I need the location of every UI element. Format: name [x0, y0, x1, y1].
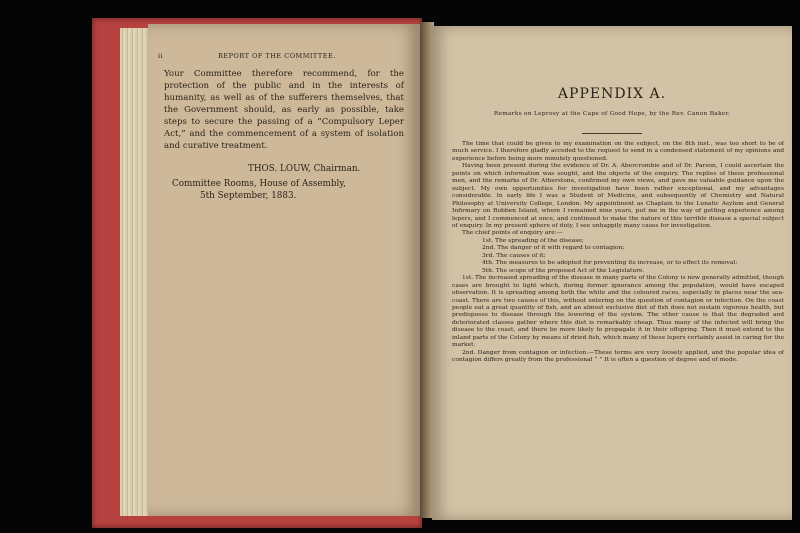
- recommendation-paragraph: Your Committee therefore recommend, for the protection of the public and in the interests of humanity, as well as of the sufferers themselves, that the Government should, as early as possible, take steps to secure the passing of a “Compulsory Leper Act,” and the commencement of a system of isolation and curative treatment.: [164, 69, 404, 151]
- paragraph: 2nd. Danger from contagion or infection.—These terms are very loosely applied, and the popular idea of contagion differs greatly from the professional “ ” It is often a question of degree and of mode.: [452, 348, 784, 364]
- divider: [582, 133, 642, 134]
- place-date: [172, 178, 346, 202]
- list-item: 3rd. The causes of it;: [482, 251, 546, 259]
- left-page: [148, 24, 420, 516]
- list-item: 2nd. The danger of it with regard to contagion;: [482, 244, 625, 252]
- paragraph: The chief points of enquiry are:—: [462, 229, 563, 237]
- paragraph: Having been present during the evidence of Dr. A. Abercrombie and of Dr. Parson, I could ascertain the points on which information was sought, and the objects of the enquiry. The replies of these professional men, and the remarks of Dr. Atherstone, confirmed my own views, and gave me valuable guidance upon the subject. My own opportunities for investigation have been rather exceptional, and my advantages considerable. In early life I was a Student of Medicine, and subsequently of Chemistry and Natural Philosophy at University College, London. My appointment as Chaplain to the Lunatic Asylum and General Infirmary on Robben Island, where I remained nine years, put me in the way of getting experience among lepers, and I commenced at once, and continued to make the nature of this terrible disease a special subject of enquiry. In my present sphere of duty, I see unhappily many cases for investigation.: [452, 162, 784, 229]
- appendix-heading: APPENDIX A.: [557, 86, 667, 102]
- running-head-title: REPORT OF THE COMMITTEE.: [218, 52, 336, 60]
- page-number: ii: [158, 52, 164, 60]
- list-item: 5th. The scope of the proposed Act of the Legislature.: [482, 266, 645, 274]
- list-item: 1st. The spreading of the disease;: [482, 236, 584, 244]
- appendix-subheading: Remarks on Leprosy at the Cape of Good Hope, by the Rev. Canon Baker.: [493, 111, 731, 117]
- paragraph: 1st. The increased spreading of the disease in many parts of the Colony is now generally admitted, though cases are brought to light which, during former ignorance among the population, would have escaped observation. It is spreading among both the white and the coloured races, especially in places near the sea-coast. There are two causes of this, without entering on the question of contagion or infection. On the coast people eat a great quantity of fish, and an almost exclusive diet of fish does not sustain vigorous health, but predisposes to disease through the lowering of the system. The other cause is that the degraded and deteriorated classes gather where this diet is remarkably cheap. Thus many of the infected will bring the disease to the coast, and there be more likely to propagate it in their offspring. Then it must extend to the inland parts of the Colony by means of dried fish, which many of these lepers certainly assist in caring for the market.: [452, 274, 784, 349]
- place-line: Committee Rooms, House of Assembly,: [172, 179, 346, 189]
- paragraph: The time that could be given to my examination on the subject, on the 8th inst., was too short to be of much service. I therefore gladly acceded to the request to send in a condensed statement of my opinions and experience before being more minutely questioned.: [452, 140, 784, 162]
- appendix-body: [452, 140, 784, 364]
- date-line: 5th September, 1883.: [200, 191, 297, 201]
- chairman-signature: THOS. LOUW, Chairman.: [248, 164, 361, 174]
- right-page: [432, 26, 792, 520]
- list-item: 4th. The measures to be adopted for preventing its increase, or to effect its removal;: [482, 259, 738, 267]
- enquiry-points-list: [452, 237, 784, 274]
